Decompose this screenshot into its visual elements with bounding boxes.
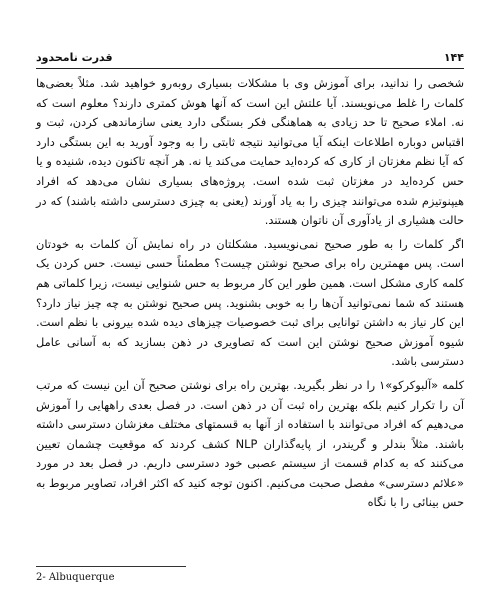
footnote: 2- Albuquerque	[36, 572, 115, 583]
footnote-divider	[36, 566, 186, 567]
running-title: قدرت نامحدود	[36, 51, 113, 64]
page-number: ۱۴۴	[443, 51, 464, 64]
paragraph: شخصی را ندانید، برای آموزش وی با مشکلات بسیاری روبه‌رو خواهید شد. مثلاً بعضی‌ها کلمات را غلط می‌نویسند. آیا علتش این است که آنها هوش کمتری دارند؟ معلوم است که نه. املاء صحیح تا حد زیادی به هماهنگی فکر بستگی دارد یعنی سازماندهی کردن، ثبت و اقتباس دوباره اطلاعات اینکه آیا می‌توانید نتیجه ثابتی را به وجود آورید به این بستگی دارد که آیا نظم مغزتان از کاری که کرده‌اید حمایت می‌کند یا نه. هر آنچه تاکنون دیده، شنیده و یا حس کرده‌اید در مغزتان ثبت شده است. پروژه‌های بسیاری نشان می‌دهد که افراد هیپنوتیزم شده می‌توانند چیزی را به یاد آورند (یعنی به چیزی دسترسی داشته باشند) که در حالت هشیاری از یادآوری آن ناتوان هستند.	[36, 76, 464, 228]
paragraph: اگر کلمات را به طور صحیح نمی‌نویسید. مشکلتان در راه نمایش آن کلمات به خودتان است. پس مهمترین راه برای صحیح نوشتن چیست؟ مطمئناً حسی نیست. حس کردن یک کلمه کاری مشکل است. همین طور این کار مربوط به حس شنوایی نیست، زیرا کلماتی هم هستند که شما نمی‌توانید آن‌ها را به خوبی بشنوید. پس صحیح نوشتن به چه چیز نیاز دارد؟ این کار نیاز به داشتن توانایی برای ثبت خصوصیات چیزهای دیده شده بیرونی با نظم است. شیوه آموزش صحیح نوشتن این است که تصاویری در ذهن بسازید که به آسانی عامل دسترسی باشد.	[36, 236, 464, 369]
paragraph: کلمه «آلبوکرکو»۱ را در نظر بگیرید. بهترین راه برای نوشتن صحیح آن این نیست که مرتب آن را تکرار کنیم بلکه بهترین راه ثبت آن در ذهن است. در فصل بعدی راههایی را آموزش می‌دهیم که افراد می‌توانند با استفاده از آنها به قسمتهای مختلف مغزشان دسترسی داشته باشند. مثلاً بندلر و گریندر، از پایه‌گذاران NLP کشف کردند که موقعیت چشمان تعیین می‌کنند که به کدام قسمت از سیستم عصبی خود دسترسی داریم. در فصل بعد در مورد «علائم دسترسی» مفصل صحبت می‌کنیم. اکنون توجه کنید که اکثر افراد، تصاویر مربوط به حس بینائی را با نگاه	[36, 377, 464, 510]
body-text	[36, 74, 464, 513]
page-header	[36, 44, 464, 69]
